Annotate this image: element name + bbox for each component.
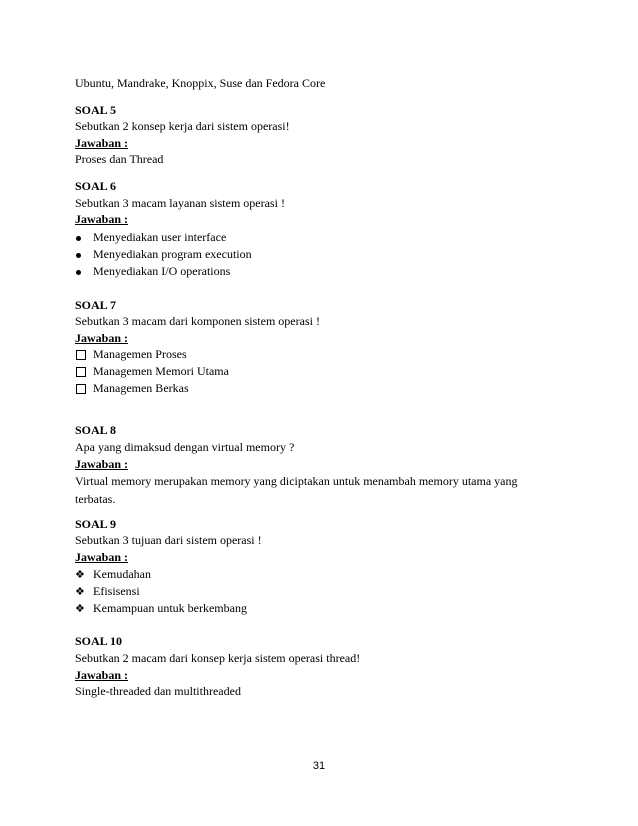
soal8-answer-line2: terbatas. xyxy=(75,492,116,506)
checkbox-icon xyxy=(76,350,86,360)
soal8-answer-line1: Virtual memory merupakan memory yang diciptakan untuk menambah memory utama yang xyxy=(75,474,518,488)
soal7-item-text: Managemen Memori Utama xyxy=(93,364,229,378)
soal9-item-text: Kemampuan untuk berkembang xyxy=(93,601,247,615)
soal7-heading: SOAL 7 xyxy=(75,298,117,312)
soal6-item-text: Menyediakan user interface xyxy=(93,230,227,244)
soal6-answer-label: Jawaban : xyxy=(75,212,129,226)
soal6-item-text: Menyediakan I/O operations xyxy=(93,264,231,278)
soal9-heading: SOAL 9 xyxy=(75,517,117,531)
four-diamond-icon: ❖ xyxy=(75,585,85,598)
four-diamond-icon: ❖ xyxy=(75,602,85,615)
soal7-item-text: Managemen Proses xyxy=(93,347,187,361)
intro-text: Ubuntu, Mandrake, Knoppix, Suse dan Fedora Core xyxy=(75,76,326,90)
soal9-question: Sebutkan 3 tujuan dari sistem operasi ! xyxy=(75,533,262,547)
soal7-list-item xyxy=(75,363,229,379)
soal9-list-item xyxy=(75,566,151,583)
soal10-heading: SOAL 10 xyxy=(75,634,123,648)
soal7-answer-label: Jawaban : xyxy=(75,331,129,345)
soal8-answer-label: Jawaban : xyxy=(75,457,129,471)
checkbox-icon xyxy=(76,384,86,394)
checkbox-icon xyxy=(76,367,86,377)
soal5-heading: SOAL 5 xyxy=(75,103,117,117)
soal7-list-item xyxy=(75,346,187,362)
soal5-answer-label: Jawaban : xyxy=(75,136,129,150)
soal9-item-text: Kemudahan xyxy=(93,567,151,581)
soal7-list-item xyxy=(75,380,189,396)
bullet-dot-icon xyxy=(76,236,81,241)
soal6-list-item xyxy=(75,246,252,262)
soal9-list-item xyxy=(75,583,140,600)
soal6-heading: SOAL 6 xyxy=(75,179,117,193)
page-number: 31 xyxy=(312,760,326,772)
soal6-question: Sebutkan 3 macam layanan sistem operasi ! xyxy=(75,196,285,210)
four-diamond-icon: ❖ xyxy=(75,568,85,581)
soal5-question: Sebutkan 2 konsep kerja dari sistem operasi! xyxy=(75,119,290,133)
soal7-question: Sebutkan 3 macam dari komponen sistem operasi ! xyxy=(75,314,320,328)
bullet-dot-icon xyxy=(76,253,81,258)
soal9-answer-label: Jawaban : xyxy=(75,550,129,564)
soal10-question: Sebutkan 2 macam dari konsep kerja sistem operasi thread! xyxy=(75,651,361,665)
soal8-question: Apa yang dimaksud dengan virtual memory ? xyxy=(75,440,295,454)
soal9-list-item xyxy=(75,600,247,617)
soal6-list-item xyxy=(75,263,230,279)
soal7-item-text: Managemen Berkas xyxy=(93,381,189,395)
soal8-heading: SOAL 8 xyxy=(75,423,117,437)
bullet-dot-icon xyxy=(76,270,81,275)
soal6-list-item xyxy=(75,229,226,245)
soal10-answer-label: Jawaban : xyxy=(75,668,129,682)
soal9-item-text: Efisisensi xyxy=(93,584,140,598)
soal5-answer: Proses dan Thread xyxy=(75,152,164,166)
soal6-item-text: Menyediakan program execution xyxy=(93,247,252,261)
soal10-answer: Single-threaded dan multithreaded xyxy=(75,684,241,698)
